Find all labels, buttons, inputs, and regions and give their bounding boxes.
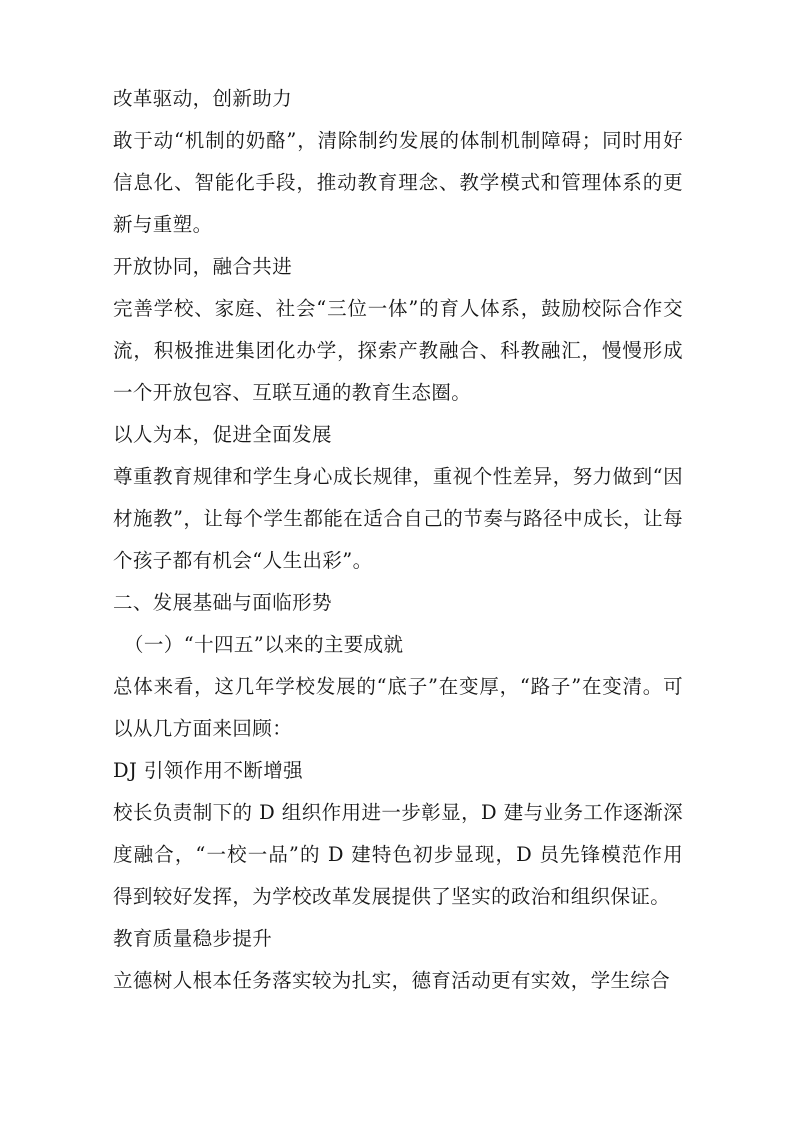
paragraph-overview: 总体来看，这几年学校发展的“底子”在变厚，“路子”在变清。可以从几方面来回顾： bbox=[113, 675, 683, 740]
paragraph-heading-open: 开放协同，融合共进 bbox=[113, 255, 293, 278]
paragraph-open-detail: 完善学校、家庭、社会“三位一体”的育人体系，鼓励校际合作交流，积极推进集团化办学，探索产教融合、科教融汇，慢慢形成一个开放包容、互联互通的教育生态圈。 bbox=[113, 297, 683, 404]
paragraph-people-detail: 尊重教育规律和学生身心成长规律，重视个性差异，努力做到“因材施教”，让每个学生都能在适合自己的节奏与路径中成长，让每个孩子都有机会“人生出彩”。 bbox=[113, 465, 683, 572]
paragraph-heading-quality: 教育质量稳步提升 bbox=[113, 927, 273, 950]
paragraph-reform-detail: 敢于动“机制的奶酪”，清除制约发展的体制机制障碍；同时用好信息化、智能化手段，推动教育理念、教学模式和管理体系的更新与重塑。 bbox=[113, 129, 683, 236]
subsection-heading-one: （一）“十四五”以来的主要成就 bbox=[124, 633, 404, 656]
paragraph-heading-reform: 改革驱动，创新助力 bbox=[113, 87, 293, 110]
paragraph-quality-detail: 立德树人根本任务落实较为扎实，德育活动更有实效，学生综合 bbox=[113, 969, 671, 992]
document-body bbox=[113, 78, 683, 1002]
paragraph-heading-dj: DJ 引领作用不断增强 bbox=[113, 759, 304, 782]
paragraph-dj-detail: 校长负责制下的 D 组织作用进一步彰显，D 建与业务工作逐渐深度融合，“一校一品”的 D 建特色初步显现，D 员先锋模范作用得到较好发挥，为学校改革发展提供了坚实的政治和组织保证。 bbox=[113, 801, 683, 908]
section-heading-two: 二、发展基础与面临形势 bbox=[113, 591, 332, 614]
paragraph-heading-people: 以人为本，促进全面发展 bbox=[113, 423, 332, 446]
